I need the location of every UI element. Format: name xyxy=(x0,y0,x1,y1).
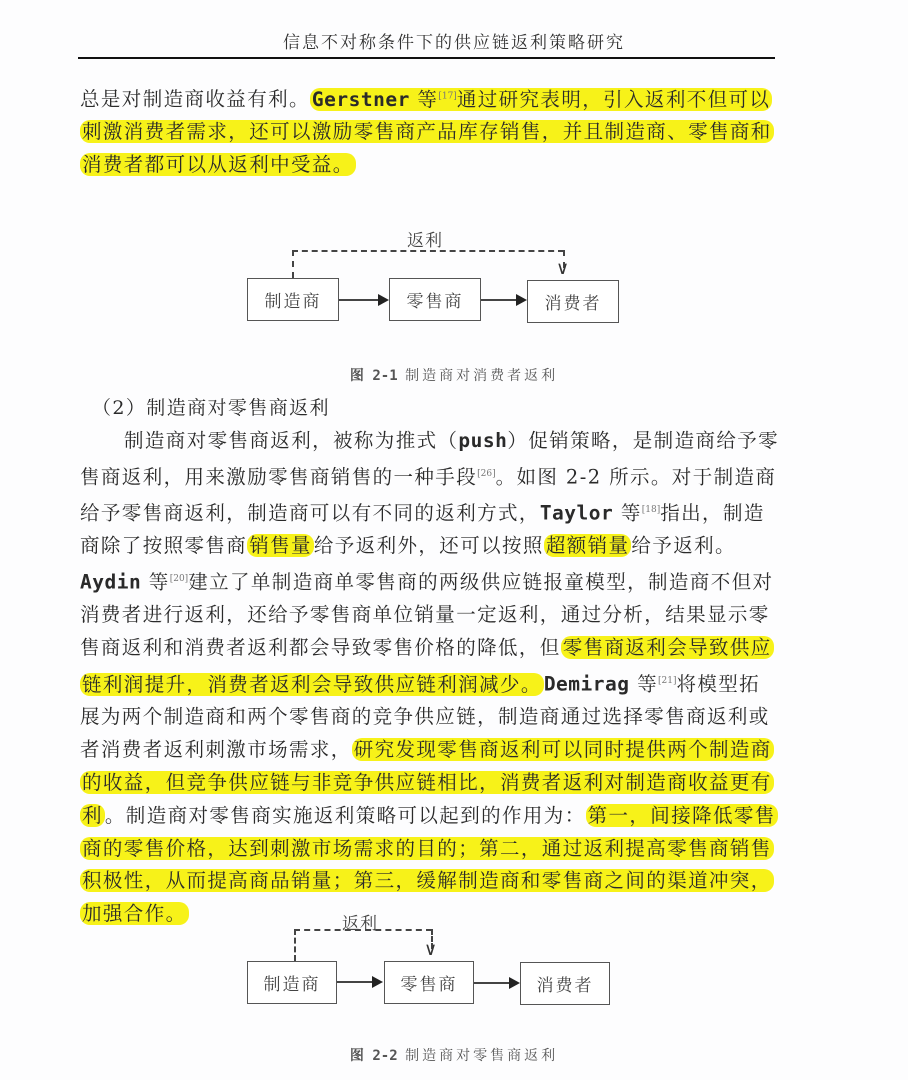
author-taylor: Taylor xyxy=(539,501,614,525)
rebate-dashed-up xyxy=(294,929,296,961)
open-arrow-down-icon: ∨ xyxy=(556,258,570,279)
rebate-dashed-line xyxy=(292,250,564,252)
author-demirag: Demirag xyxy=(543,672,630,696)
citation-26[interactable]: [26] xyxy=(477,468,496,479)
flow-arrow-1 xyxy=(339,299,379,301)
intro-sentence-1: 总是对制造商收益有利。 xyxy=(80,87,310,111)
node-retailer: 零售商 xyxy=(384,961,474,1004)
arrow-right-icon xyxy=(378,294,389,306)
flow-arrow-1 xyxy=(337,981,373,983)
highlight-excess-sales: 超额销量 xyxy=(545,534,630,558)
author-gerstner: Gerstner xyxy=(311,87,410,111)
arrow-right-icon xyxy=(509,977,520,989)
citation-18[interactable]: [18] xyxy=(641,505,661,516)
citation-21[interactable]: [21] xyxy=(658,676,677,687)
figure-2-1-caption: 图 2-1 制造商对消费者返利 xyxy=(349,368,559,384)
node-consumer: 消费者 xyxy=(520,962,610,1005)
term-push: push xyxy=(458,429,508,452)
flow-arrow-2 xyxy=(474,982,510,984)
intro-sentence-2: 通过研究表明，引入返利不但可以刺激消费者需求，还可以激励零售商产品库存销售，并且制造商、零售商和消费者都可以从返利中受益。 xyxy=(82,87,772,177)
running-header: 信息不对称条件下的供应链返利策略研究 xyxy=(283,33,625,53)
citation-17[interactable]: [17] xyxy=(438,91,457,101)
highlight-sales-volume: 销售量 xyxy=(249,534,312,558)
highlight-competition-finding: 研究发现零售商返利可以同时提供两个制造商的收益，但竞争供应链与非竞争供应链相比，消费者返利对制造商收益更有利 xyxy=(82,738,772,827)
rebate-dashed-up xyxy=(292,250,294,278)
node-manufacturer: 制造商 xyxy=(247,961,337,1004)
highlight-rebate-effects: 第一，间接降低零售商的零售价格，达到刺激市场需求的目的；第二，通过返利提高零售商销售积极性，从而提高商品销量；第三，缓解制造商和零售商之间的渠道冲突，加强合作。 xyxy=(82,803,776,926)
highlight-gerstner: Gerstner 等[17]通过研究表明，引入返利不但可以刺激消费者需求，还可以激励零售商产品库存销售，并且制造商、零售商和消费者都可以从返利中受益。 xyxy=(82,87,772,177)
arrow-right-icon xyxy=(372,976,383,988)
highlight-retailer-rebate-finding: 零售商返利会导致供应链利润提升，消费者返利会导致供应链利润减少。 xyxy=(82,636,772,696)
rebate-dashed-line xyxy=(294,929,432,931)
rebate-label: 返利 xyxy=(407,231,443,251)
header-rule xyxy=(78,57,775,59)
open-arrow-down-icon: ∨ xyxy=(424,939,438,960)
node-retailer: 零售商 xyxy=(389,278,481,321)
citation-20[interactable]: [20] xyxy=(169,574,189,585)
intro-paragraph xyxy=(80,80,780,182)
main-paragraph: 制造商对零售商返利，被称为推式（push）促销策略，是制造商给予零售商返利，用来激励零售商销售的一种手段[26]。如图 2-2 所示。对于制造商给予零售商返利，制造商可以有不同的返利方式，Taylor 等[18]指出，制造商除了按照零售商 销售量 给予返利外，还可以按照 超额销量 给予返利。Aydin 等[20]建立了单制造商单零售商的两级供应链报童模型，制造商不但对消费者进行返利，还给予零售商单位销量一定返利，通过分析，结果显示零售商返利和消费者返利都会导致零售价格的降低，但 零售商返利会导致供应链利润提升，消费者返利会导致供应链利润减少。 Demirag 等[21]将模型拓展为两个制造商和两个零售商的竞争供应链，制造商通过选择零售商返利或者消费者返利刺激市场需求， 研究发现零售商返利可以同时提供两个制造商的收益，但竞争供应链与非竞争供应链相比，消费者返利对制造商收益更有利 。制造商对零售商实施返利策略可以起到的作用为： 第一，间接降低零售商的零售价格，达到刺激市场需求的目的；第二，通过返利提高零售商销售积极性，从而提高商品销量；第三，缓解制造商和零售商之间的渠道冲突，加强合作。 xyxy=(80,429,780,926)
figure-2-2-caption: 图 2-2 制造商对零售商返利 xyxy=(349,1048,559,1064)
section-heading: （2）制造商对零售商返利 xyxy=(92,397,330,419)
node-manufacturer: 制造商 xyxy=(247,278,339,321)
node-consumer: 消费者 xyxy=(527,280,619,323)
author-aydin: Aydin xyxy=(80,570,142,594)
flow-arrow-2 xyxy=(481,299,517,301)
rebate-label: 返利 xyxy=(342,914,378,934)
arrow-right-icon xyxy=(516,294,527,306)
